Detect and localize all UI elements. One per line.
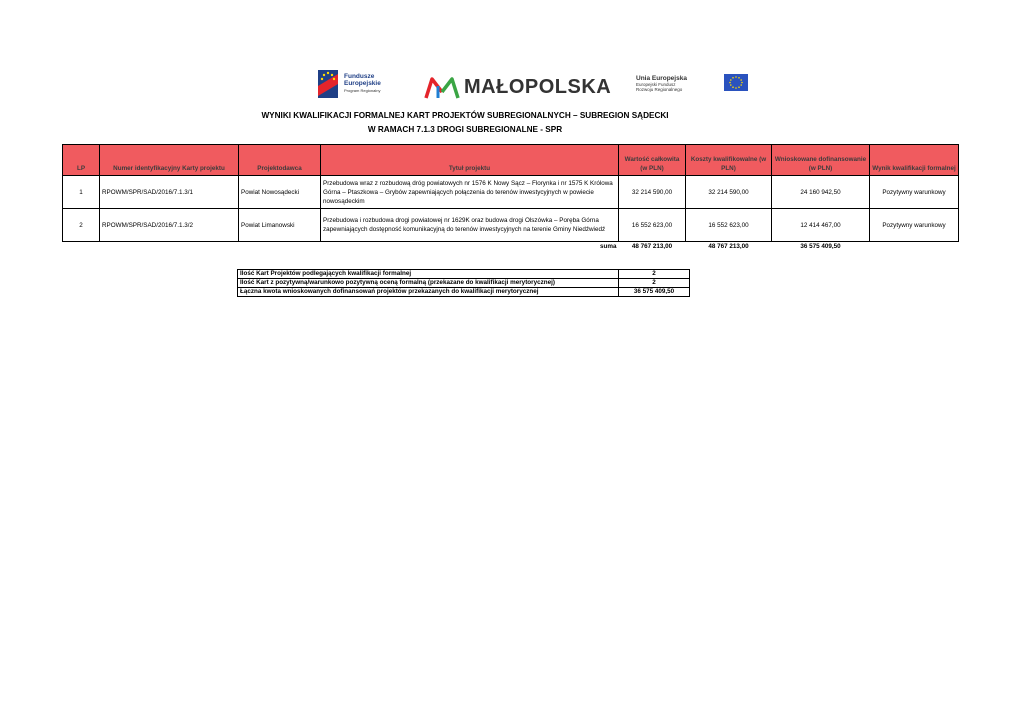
cell-tytul: Przebudowa wraz z rozbudową dróg powiatowych nr 1576 K Nowy Sącz – Florynka i nr 1575 K Królowa Górna – Ptaszkowa – Grybów zapewniających połączenia do terenów inwestycyjnych w powiecie nowosądeckim [321,176,619,209]
ue-line1: Unia Europejska [636,75,687,82]
cell-projektodawca: Powiat Limanowski [239,209,321,242]
cell-wartosc: 32 214 590,00 [619,176,686,209]
header-tytul: Tytuł projektu [321,145,619,176]
ue-line2: Europejski Fundusz [636,82,676,87]
cell-projektodawca: Powiat Nowosądecki [239,176,321,209]
title-line2: W RAMACH 7.1.3 DROGI SUBREGIONALNE - SPR [367,125,563,134]
fundusze-europejskie-logo [316,70,406,102]
fe-line1: Fundusze [344,73,375,80]
sum-label: suma [600,243,617,250]
document-title [200,109,730,137]
summary-row [238,279,690,288]
cell-numer: RPOWM/SPR/SAD/2016/7.1.3/1 [100,176,239,209]
ue-line3: Rozwoju Regionalnego [636,87,683,92]
summary-table [237,269,690,297]
sum-row [63,242,959,252]
fundusze-europejskie-text [344,73,381,94]
sum-spacer [63,242,100,252]
logo-bar [316,66,756,106]
malopolska-text: MAŁOPOLSKA [464,76,612,98]
summary-row [238,270,690,279]
sum-spacer [239,242,321,252]
unia-europejska-logo [636,74,748,98]
fundusze-europejskie-flag-icon [318,70,338,98]
sum-koszty: 48 767 213,00 [708,243,749,250]
summary-label: Ilość Kart z pozytywną/warunkowo pozytywną oceną formalną (przekazane do kwalifikacji merytorycznej) [238,279,619,288]
ue-text [636,75,687,92]
summary-row [238,288,690,297]
cell-lp: 2 [63,209,100,242]
malopolska-logo [424,74,614,102]
cell-wnioskowane: 12 414 467,00 [772,209,870,242]
header-wnioskowane: Wnioskowane dofinansowanie (w PLN) [772,145,870,176]
table-row [63,176,959,209]
summary-value: 36 575 409,50 [619,288,690,297]
summary-value: 2 [619,279,690,288]
cell-wynik: Pozytywny warunkowy [870,209,959,242]
cell-wynik: Pozytywny warunkowy [870,176,959,209]
cell-koszty: 32 214 590,00 [686,176,772,209]
results-table [62,144,959,251]
title-line1: WYNIKI KWALIFIKACJI FORMALNEJ KART PROJEKTÓW SUBREGIONALNYCH – SUBREGION SĄDECKI [261,111,669,120]
header-numer: Numer identyfikacyjny Karty projektu [100,145,239,176]
malopolska-m-icon [424,76,460,100]
table-row [63,209,959,242]
header-projektodawca: Projektodawca [239,145,321,176]
header-wynik: Wynik kwalifikacji formalnej [870,145,959,176]
sum-wnioskowane: 36 575 409,50 [800,243,841,250]
cell-numer: RPOWM/SPR/SAD/2016/7.1.3/2 [100,209,239,242]
header-lp: LP [63,145,100,176]
sum-spacer [100,242,239,252]
cell-koszty: 16 552 623,00 [686,209,772,242]
table-header-row [63,145,959,176]
sum-wartosc: 48 767 213,00 [631,243,673,250]
summary-label: Łączna kwota wnioskowanych dofinansowań projektów przekazanych do kwalifikacji merytorycznej [238,288,619,297]
header-koszty: Koszty kwalifikowalne (w PLN) [686,145,772,176]
cell-tytul: Przebudowa i rozbudowa drogi powiatowej nr 1629K oraz budowa drogi Olszówka – Poręba Górna zapewniających dostępność komunikacyjną do terenów inwestycyjnych na terenie Gminy Niedźwiedź [321,209,619,242]
summary-label: Ilość Kart Projektów podlegających kwalifikacji formalnej [238,270,619,279]
sum-spacer [870,242,959,252]
cell-wnioskowane: 24 160 942,50 [772,176,870,209]
cell-wartosc: 16 552 623,00 [619,209,686,242]
summary-value: 2 [619,270,690,279]
fe-line3: Program Regionalny [344,88,381,93]
header-wartosc: Wartość całkowita (w PLN) [619,145,686,176]
eu-flag-icon [724,74,748,91]
fe-line2: Europejskie [344,80,381,87]
cell-lp: 1 [63,176,100,209]
